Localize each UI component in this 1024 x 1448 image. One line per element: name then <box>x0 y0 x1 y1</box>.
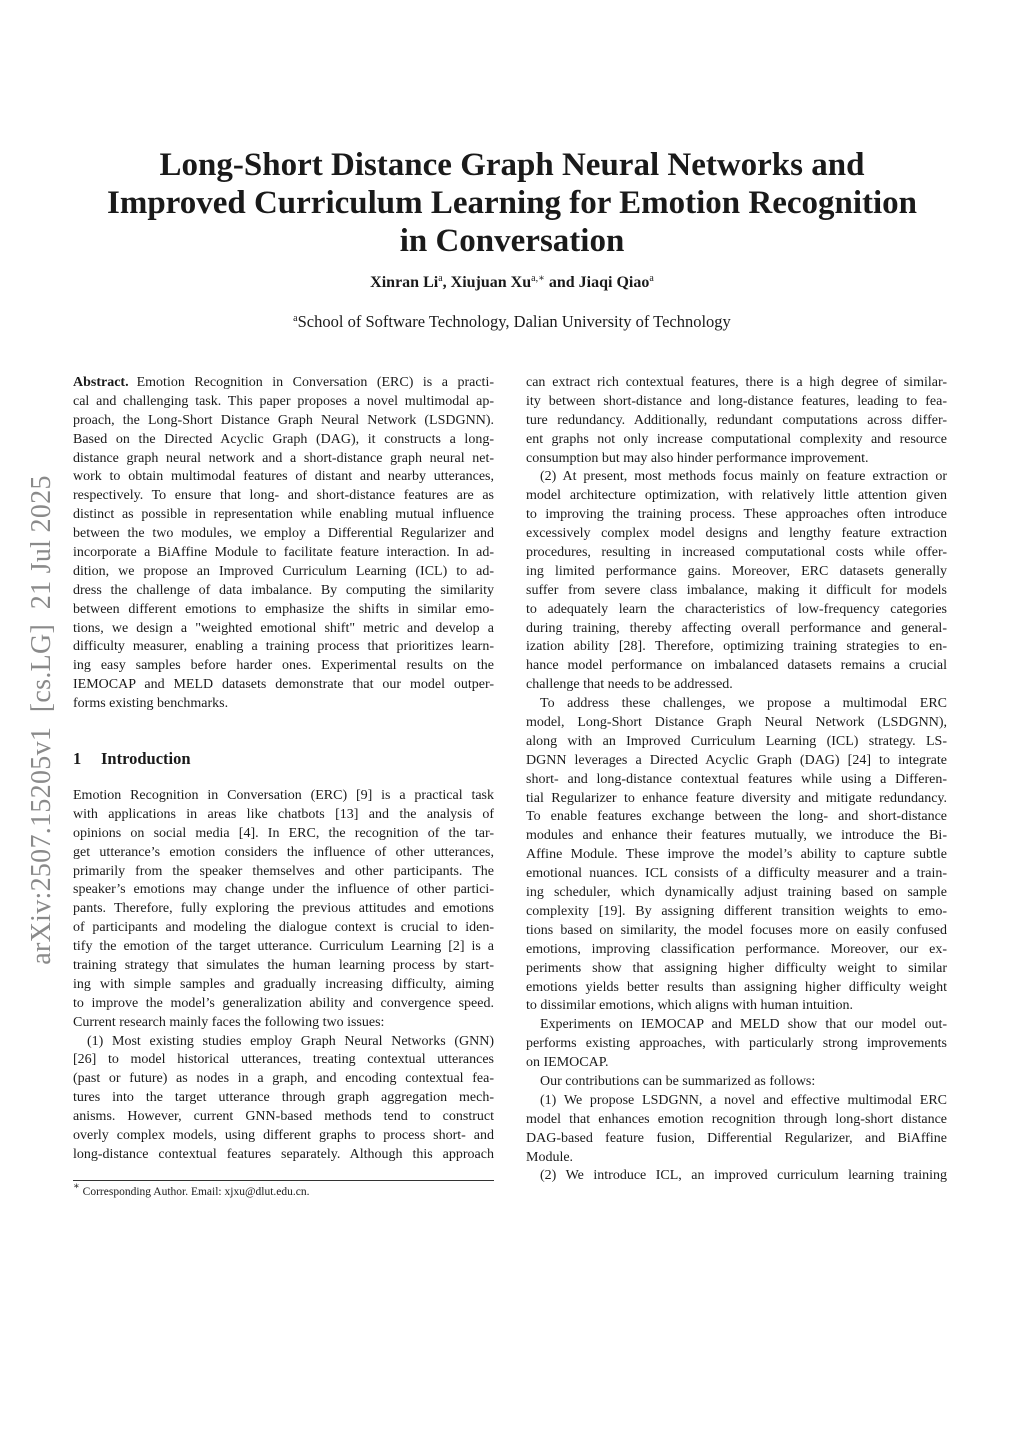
text-line: short- and long-distance contextual features while using a Differen- <box>526 771 947 787</box>
text-line: get utterance’s emotion considers the influence of other utterances, <box>73 844 494 860</box>
text-line: consumption but may also hinder performance improvement. <box>526 450 869 466</box>
author-list <box>0 272 1024 294</box>
text-line: to improve the model’s generalization ability and convergence speed. <box>73 995 494 1011</box>
affiliation <box>0 311 1024 333</box>
arxiv-identifier-stamp: arXiv:2507.15205v1 [cs.LG] 21 Jul 2025 <box>26 475 57 965</box>
author-affiliation-mark: a <box>438 273 443 284</box>
text-line: dress the challenge of data imbalance. By computing the similarity <box>73 582 494 598</box>
text-line: Emotion Recognition in Conversation (ERC) [9] is a practical task <box>73 788 494 803</box>
text-line: emotions, improving classification performance. Moreover, our ex- <box>526 941 947 957</box>
text-line: (2) At present, most methods focus mainly on feature extraction or <box>540 469 947 485</box>
text-line: ent graphs not only increase computational complexity and resource <box>526 431 947 447</box>
footnote <box>73 1181 310 1200</box>
text-line: with applications in areas like chatbots [13] and the analysis of <box>73 806 494 822</box>
text-line: to adequately learn the characteristics of low-frequency categories <box>526 601 947 617</box>
text-line: between the two modules, we employ a Differential Regularizer and <box>73 526 494 542</box>
text-line: ing with simple samples and gradually increasing difficulty, aiming <box>73 976 494 992</box>
abstract-text: Emotion Recognition in Conversation (ERC) is a practi- <box>136 375 494 390</box>
text-line: difficulty measurer, enabling a training process that prioritizes learn- <box>73 639 494 655</box>
text-line: model that enhances emotion recognition through long-short distance <box>526 1111 947 1127</box>
text-line: Affine Module. These improve the model’s ability to capture subtle <box>526 847 947 863</box>
abstract <box>73 374 494 714</box>
title-line: Improved Curriculum Learning for Emotion Recognition <box>106 185 918 221</box>
text-line: model architecture optimization, with relatively little attention given <box>526 488 947 504</box>
text-line: pants. Therefore, fully exploring the previous attitudes and emotions <box>73 901 494 917</box>
text-line: To enable features exchange between the long- and short-distance <box>526 809 947 825</box>
text-line: (1) We propose LSDGNN, a novel and effective multimodal ERC <box>540 1092 947 1108</box>
text-line: opinions on social media [4]. In ERC, the recognition of the tar- <box>73 825 494 841</box>
text-line: Experiments on IEMOCAP and MELD show that our model out- <box>540 1017 947 1033</box>
text-line: DGNN leverages a Directed Acyclic Graph (DAG) [24] to integrate <box>526 752 947 768</box>
text-line: DAG-based feature fusion, Differential Regularizer, and BiAffine <box>526 1130 947 1146</box>
text-line: suffer from severe class imbalance, making it difficult for models <box>526 582 947 598</box>
abstract-label: Abstract. <box>73 375 129 390</box>
text-line: modules and enhance their features mutually, we introduce the Bi- <box>526 828 947 844</box>
paper-title <box>0 146 1024 260</box>
text-line: tions, we design a "weighted emotional shift" metric and develop a <box>73 620 494 636</box>
text-line: dition, we propose an Improved Curriculum Learning (ICL) to ad- <box>73 563 494 579</box>
text-line: to improving the training process. These approaches often introduce <box>526 507 947 523</box>
text-line: model, Long-Short Distance Graph Neural Network (LSDGNN), <box>526 715 947 731</box>
text-line: periments show that assigning higher difficulty weight to similar <box>526 960 947 976</box>
author-affiliation-mark: a <box>649 273 654 284</box>
text-line: emotional nuances. ICL consists of a difficulty measurer and a train- <box>526 866 947 882</box>
text-line: excessively complex model designs and lengthy feature extraction <box>526 526 947 542</box>
text-line: ing easy samples before harder ones. Experimental results on the <box>73 658 494 674</box>
text-line: overly complex models, using different graphs to process short- and <box>73 1128 494 1144</box>
text-line: ing scheduler, which dynamically adjust training based on sample <box>526 885 947 901</box>
author-separator: and <box>544 274 579 291</box>
section-number: 1 <box>73 749 82 768</box>
text-line: can extract rich contextual features, there is a high degree of similar- <box>526 375 947 390</box>
text-line: procedures, resulting in increased computational costs while offer- <box>526 545 947 561</box>
text-line: primarily from the speaker themselves and other participants. The <box>73 863 494 879</box>
footnote-divider <box>73 1180 494 1181</box>
author-name: Xiujuan Xu <box>450 274 532 291</box>
text-line: distance graph neural network and a short-distance graph neural net- <box>73 450 494 466</box>
text-line: anisms. However, current GNN-based methods tend to construct <box>73 1109 494 1125</box>
text-line <box>73 374 494 393</box>
text-line: training strategy that simulates the human learning process by start- <box>73 958 494 974</box>
text-line: between different emotions to emphasize the shifts in similar emo- <box>73 601 494 617</box>
text-line: to dissimilar emotions, which aligns with human intuition. <box>526 998 854 1014</box>
text-line: hance model performance on imbalanced datasets remains a crucial <box>526 658 947 674</box>
text-line: To address these challenges, we propose a multimodal ERC <box>540 696 947 712</box>
text-line: of participants and modeling the dialogue context is crucial to iden- <box>73 920 494 936</box>
text-line: (past or future) as nodes in a graph, and encoding contextual fea- <box>73 1071 494 1087</box>
author-separator: , <box>442 274 451 291</box>
text-line: tures into the target utterance through graph aggregation mech- <box>73 1090 494 1106</box>
footnote-mark: ∗ <box>73 1181 80 1192</box>
text-line: Current research mainly faces the following two issues: <box>73 1014 385 1030</box>
text-line: long-distance contextual features separately. Although this approach <box>73 1146 494 1162</box>
text-line: IEMOCAP and MELD datasets demonstrate that our model outper- <box>73 677 494 693</box>
affiliation-mark: a <box>293 313 298 324</box>
footnote-text: Corresponding Author. Email: xjxu@dlut.edu.cn. <box>82 1186 310 1198</box>
text-line: respectively. To ensure that long- and short-distance features are as <box>73 488 494 504</box>
title-line: in Conversation <box>399 223 625 259</box>
section-heading-introduction <box>73 748 191 770</box>
text-line: Based on the Directed Acyclic Graph (DAG), it constructs a long- <box>73 431 494 447</box>
author-name: Jiaqi Qiao <box>578 274 650 291</box>
text-line: Our contributions can be summarized as follows: <box>540 1073 816 1089</box>
introduction-right-column <box>526 374 947 1186</box>
text-line: tial Regularizer to enhance feature diversity and mitigate redundancy. <box>526 790 947 806</box>
text-line: on IEMOCAP. <box>526 1055 609 1071</box>
text-line: tions based on similarity, the model focuses more on easily confused <box>526 922 947 938</box>
text-line: during training, thereby affecting overall performance and general- <box>526 620 947 636</box>
text-line: ing limited performance gains. Moreover, ERC datasets generally <box>526 563 947 579</box>
text-line: Module. <box>526 1149 574 1165</box>
title-line: Long-Short Distance Graph Neural Networks and <box>159 147 865 183</box>
text-line: ture redundancy. Additionally, redundant computations across differ- <box>526 412 947 428</box>
text-line: distinct as possible in representation while enabling mutual influence <box>73 507 494 523</box>
text-line: work to obtain multimodal features of distant and nearby utterances, <box>73 469 494 485</box>
text-line: along with an Improved Curriculum Learning (ICL) strategy. LS- <box>526 733 947 749</box>
text-line: [26] to model historical utterances, treating contextual utterances <box>73 1052 494 1068</box>
affiliation-text: School of Software Technology, Dalian University of Technology <box>297 312 731 331</box>
text-line: incorporate a BiAffine Module to facilitate feature interaction. In ad- <box>73 545 494 561</box>
text-line: ity between short-distance and long-distance features, leading to fea- <box>526 393 947 409</box>
text-line: tify the emotion of the target utterance. Curriculum Learning [2] is a <box>73 939 494 955</box>
text-line: proach, the Long-Short Distance Graph Neural Network (LSDGNN). <box>73 412 494 428</box>
section-title: Introduction <box>101 749 191 768</box>
text-line: cal and challenging task. This paper proposes a novel multimodal ap- <box>73 393 494 409</box>
text-line: speaker’s emotions may change under the influence of other partici- <box>73 882 494 898</box>
author-name: Xinran Li <box>370 274 439 291</box>
introduction-left-column <box>73 787 494 1165</box>
text-line: (2) We introduce ICL, an improved curriculum learning training <box>540 1168 947 1184</box>
text-line: performs existing approaches, with particularly strong improvements <box>526 1036 947 1052</box>
text-line: complexity [19]. By assigning different transition weights to emo- <box>526 903 947 919</box>
text-line: emotions yields better results than assigning higher difficulty weight <box>526 979 947 995</box>
text-line: (1) Most existing studies employ Graph Neural Networks (GNN) <box>87 1033 494 1049</box>
text-line: ization ability [28]. Therefore, optimizing training strategies to en- <box>526 639 947 655</box>
author-affiliation-mark: a,∗ <box>531 273 545 284</box>
text-line: challenge that needs to be addressed. <box>526 677 733 693</box>
text-line: forms existing benchmarks. <box>73 696 229 712</box>
